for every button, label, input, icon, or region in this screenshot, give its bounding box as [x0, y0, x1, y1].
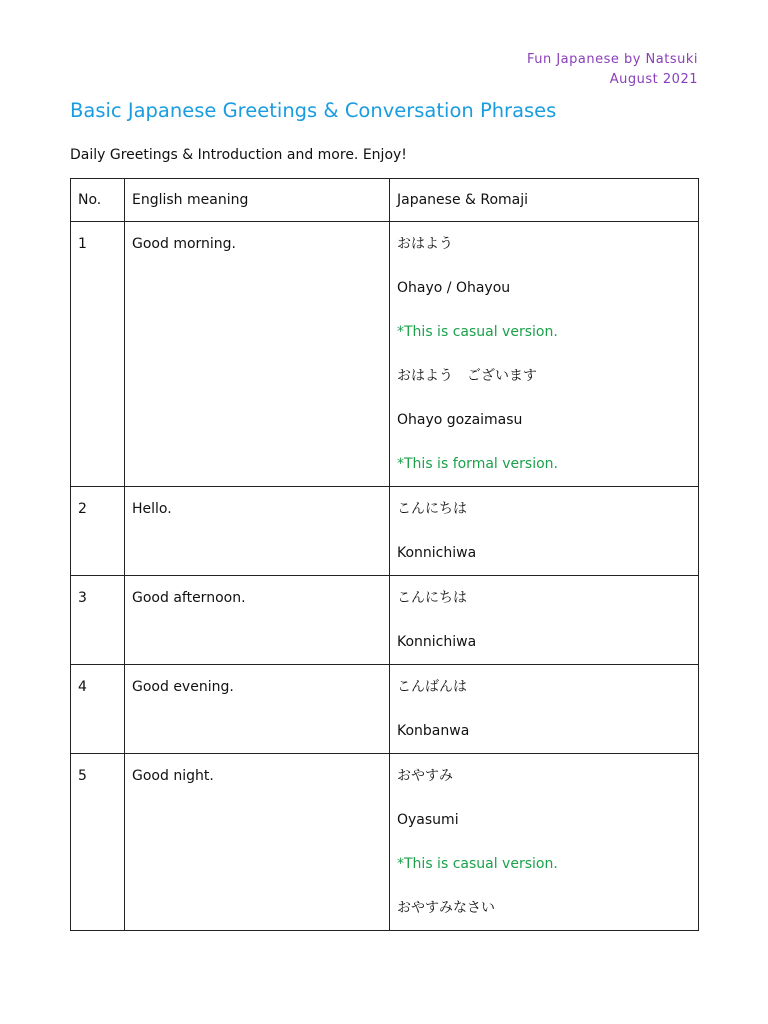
english-meaning-cell — [125, 665, 390, 754]
phrase-line: Konnichiwa — [397, 634, 477, 650]
date-line: August 2021 — [609, 72, 698, 87]
table-row — [71, 222, 699, 487]
phrase-line: おはよう ございます — [397, 368, 537, 384]
table-header-row — [71, 179, 699, 222]
usage-note: *This is formal version. — [397, 456, 558, 472]
usage-note: *This is casual version. — [397, 856, 558, 872]
english-meaning-text: Hello. — [132, 501, 172, 517]
japanese-romaji-cell — [390, 576, 699, 665]
phrases-table — [70, 178, 699, 931]
table-row — [71, 754, 699, 931]
japanese-romaji-cell — [390, 665, 699, 754]
phrase-line: Ohayo gozaimasu — [397, 412, 523, 428]
english-meaning-text: Good afternoon. — [132, 590, 246, 606]
row-number-text: 2 — [78, 501, 87, 517]
english-meaning-cell — [125, 222, 390, 487]
phrase-line: おはよう — [397, 236, 453, 252]
english-meaning-cell — [125, 754, 390, 931]
document-meta — [527, 50, 698, 90]
japanese-romaji-cell — [390, 754, 699, 931]
row-number-text: 3 — [78, 590, 87, 606]
row-number-text: 1 — [78, 236, 87, 252]
phrase-line: Ohayo / Ohayou — [397, 280, 511, 296]
usage-note: *This is casual version. — [397, 324, 558, 340]
english-meaning-text: Good evening. — [132, 679, 234, 695]
english-meaning-text: Good morning. — [132, 236, 237, 252]
page-title: Basic Japanese Greetings & Conversation Phrases — [70, 99, 557, 122]
row-number — [71, 754, 125, 931]
row-number — [71, 576, 125, 665]
english-meaning-text: Good night. — [132, 768, 214, 784]
japanese-romaji-cell — [390, 222, 699, 487]
phrase-line: おやすみなさい — [397, 900, 495, 916]
row-number — [71, 222, 125, 487]
column-header-english: English meaning — [125, 179, 390, 222]
english-meaning-cell — [125, 487, 390, 576]
phrase-line: こんにちは — [397, 590, 467, 606]
row-number — [71, 487, 125, 576]
column-header-japanese: Japanese & Romaji — [390, 179, 699, 222]
table-row — [71, 487, 699, 576]
row-number-text: 5 — [78, 768, 87, 784]
phrase-line: おやすみ — [397, 768, 453, 784]
row-number-text: 4 — [78, 679, 87, 695]
table-body — [71, 222, 699, 931]
table-row — [71, 576, 699, 665]
phrase-line: Konnichiwa — [397, 545, 477, 561]
column-header-no: No. — [71, 179, 125, 222]
page-subtitle: Daily Greetings & Introduction and more. Enjoy! — [70, 147, 407, 163]
japanese-romaji-cell — [390, 487, 699, 576]
phrase-line: こんばんは — [397, 679, 467, 695]
phrase-line: Oyasumi — [397, 812, 459, 828]
english-meaning-cell — [125, 576, 390, 665]
row-number — [71, 665, 125, 754]
author-line: Fun Japanese by Natsuki — [526, 52, 698, 67]
phrase-line: Konbanwa — [397, 723, 470, 739]
table-row — [71, 665, 699, 754]
phrase-line: こんにちは — [397, 501, 467, 517]
